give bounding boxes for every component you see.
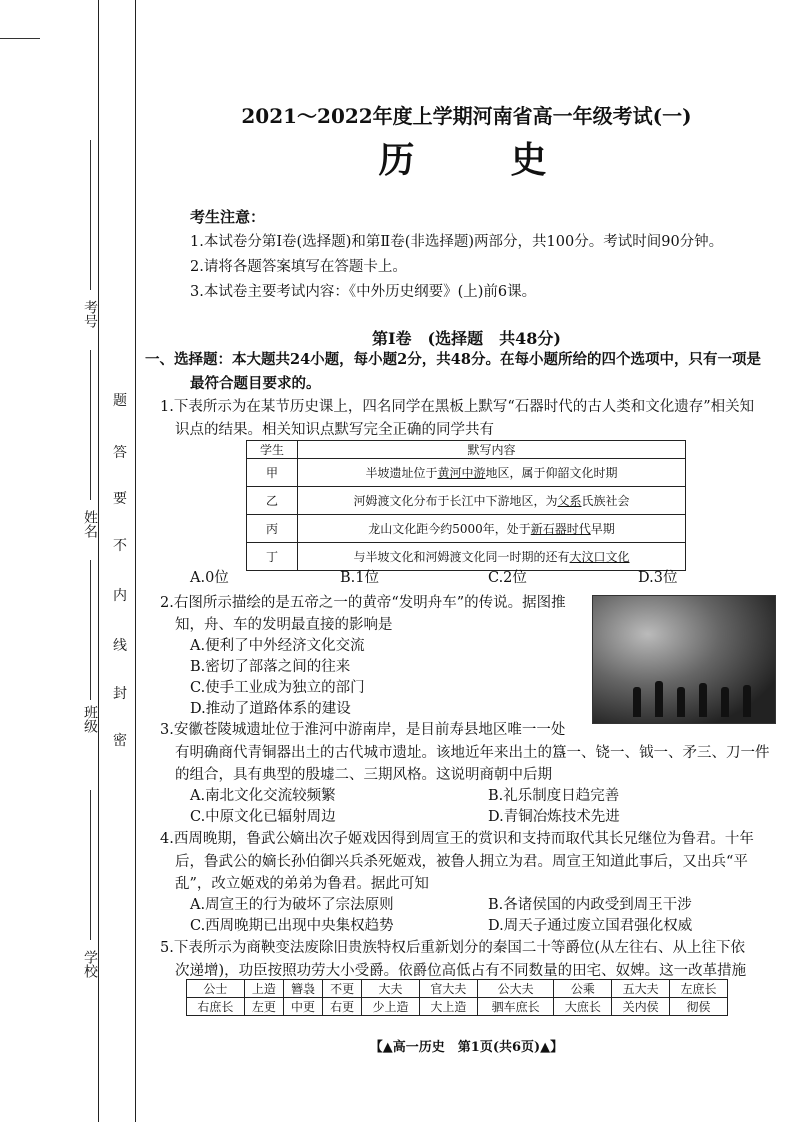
q1-option: C.2位 bbox=[488, 570, 527, 586]
rank-cell: 大上造 bbox=[419, 998, 477, 1016]
q2-mural-image bbox=[592, 595, 776, 724]
exam-title: 2021～2022年度上学期河南省高一年级考试(一) bbox=[241, 104, 692, 128]
q5-stem: 5.下表所示为商鞅变法废除旧贵族特权后重新划分的秦国二十等爵位(从左往右、从上往下依 bbox=[160, 940, 745, 956]
section-title: 第Ⅰ卷 (选择题 共48分) bbox=[372, 329, 561, 348]
rank-cell: 中更 bbox=[283, 998, 322, 1016]
q2-option: D.推动了道路体系的建设 bbox=[190, 701, 351, 717]
q2-option: B.密切了部落之间的往来 bbox=[190, 659, 351, 675]
q4-option: B.各诸侯国的内政受到周王干涉 bbox=[488, 897, 692, 913]
rank-cell: 少上造 bbox=[362, 998, 420, 1016]
q1-stem: 1.下表所示为在某节历史课上，四名同学在黑板上默写“石器时代的古人类和文化遗存”相关知 bbox=[160, 399, 755, 415]
q4-stem: 后，鲁武公的嫡长孙伯御兴兵杀死姬戏，被鲁人拥立为君。周宣王知道此事后，又出兵“平 bbox=[175, 854, 748, 870]
cell-student: 乙 bbox=[247, 487, 298, 515]
binding-line-outer bbox=[98, 0, 99, 1122]
rank-cell: 右庶长 bbox=[187, 998, 245, 1016]
q4-option: A.周宣王的行为破坏了宗法原则 bbox=[190, 897, 394, 913]
q2-stem: 2.右图所示描绘的是五帝之一的黄帝“发明舟车”的传说。据图推 bbox=[160, 595, 566, 611]
q3-option: A.南北文化交流较频繁 bbox=[190, 788, 336, 804]
rank-cell: 大夫 bbox=[362, 980, 420, 998]
rank-cell: 左庶长 bbox=[670, 980, 728, 998]
q1-stem: 识点的结果。相关知识点默写完全正确的同学共有 bbox=[175, 422, 494, 438]
q5-stem: 次递增)，功臣按照功劳大小受爵。依爵位高低占有不同数量的田宅、奴婢。这一改革措施 bbox=[175, 963, 747, 979]
seal-char: 要 bbox=[113, 491, 127, 507]
table-row bbox=[187, 998, 728, 1016]
q3-option: B.礼乐制度日趋完善 bbox=[488, 788, 620, 804]
q4-option: D.周天子通过废立国君强化权威 bbox=[488, 918, 693, 934]
rank-cell: 大庶长 bbox=[554, 998, 612, 1016]
q4-stem: 4.西周晚期，鲁武公嫡出次子姬戏因得到周宣王的赏识和支持而取代其长兄继位为鲁君。十年 bbox=[160, 831, 754, 847]
q2-option: C.使手工业成为独立的部门 bbox=[190, 680, 365, 696]
q4-stem: 乱”，改立姬戏的弟弟为鲁君。据此可知 bbox=[175, 876, 429, 892]
cell-content: 河姆渡文化分布于长江中下游地区，为父系氏族社会 bbox=[298, 487, 686, 515]
rank-cell: 五大夫 bbox=[612, 980, 670, 998]
section-instruction: 一、选择题：本大题共24小题，每小题2分，共48分。在每小题所给的四个选项中，只有一项是 bbox=[145, 351, 761, 368]
rank-cell: 驷车庶长 bbox=[477, 998, 554, 1016]
q3-stem: 3.安徽苍陵城遗址位于淮河中游南岸，是目前寿县地区唯一一处 bbox=[160, 722, 566, 738]
q2-option: A.便利了中外经济文化交流 bbox=[190, 638, 365, 654]
q5-table bbox=[186, 979, 728, 1016]
rank-cell: 彻侯 bbox=[670, 998, 728, 1016]
notice-item: 1.本试卷分第Ⅰ卷(选择题)和第Ⅱ卷(非选择题)两部分，共100分。考试时间90分钟。 bbox=[190, 234, 724, 250]
rank-cell: 左更 bbox=[244, 998, 283, 1016]
binding-line-inner bbox=[135, 0, 136, 1122]
q1-table bbox=[246, 440, 686, 571]
label-xingming: 姓名 bbox=[82, 510, 98, 538]
table-row bbox=[247, 515, 686, 543]
rank-cell: 公大夫 bbox=[477, 980, 554, 998]
rank-cell: 公士 bbox=[187, 980, 245, 998]
notice-heading: 考生注意： bbox=[190, 208, 266, 226]
seal-char: 线 bbox=[113, 638, 127, 654]
table-header: 学生 bbox=[247, 441, 298, 459]
rank-cell: 右更 bbox=[323, 998, 362, 1016]
label-banji: 班级 bbox=[82, 705, 98, 733]
seal-char: 密 bbox=[113, 733, 127, 749]
rank-cell: 簪袅 bbox=[283, 980, 322, 998]
table-row bbox=[187, 980, 728, 998]
seal-char: 答 bbox=[113, 445, 127, 461]
notice-item: 2.请将各题答案填写在答题卡上。 bbox=[190, 259, 407, 275]
blank-line-xuexiao bbox=[90, 790, 91, 940]
label-xuexiao: 学校 bbox=[82, 950, 98, 978]
table-row bbox=[247, 487, 686, 515]
page-footer: 【▲高一历史 第1页(共6页)▲】 bbox=[369, 1040, 564, 1055]
subject-title: 历 史 bbox=[378, 139, 555, 181]
rank-cell: 官大夫 bbox=[419, 980, 477, 998]
cell-student: 甲 bbox=[247, 459, 298, 487]
notice-item: 3.本试卷主要考试内容：《中外历史纲要》(上)前6课。 bbox=[190, 284, 537, 300]
q4-option: C.西周晚期已出现中央集权趋势 bbox=[190, 918, 394, 934]
cell-content: 龙山文化距今约5000年，处于新石器时代早期 bbox=[298, 515, 686, 543]
q3-stem: 有明确商代青铜器出土的古代城市遗址。该地近年来出土的簋一、铙一、钺一、矛三、刀一件 bbox=[175, 745, 770, 761]
q2-stem: 知，舟、车的发明最直接的影响是 bbox=[175, 617, 393, 633]
q1-option: A.0位 bbox=[190, 570, 229, 586]
q3-stem: 的组合，具有典型的殷墟二、三期风格。这说明商朝中后期 bbox=[175, 767, 552, 783]
seal-char: 题 bbox=[113, 393, 127, 409]
q3-option: D.青铜冶炼技术先进 bbox=[488, 809, 620, 825]
cell-content: 半坡遗址位于黄河中游地区，属于仰韶文化时期 bbox=[298, 459, 686, 487]
q1-option: D.3位 bbox=[638, 570, 678, 586]
corner-mark bbox=[0, 38, 40, 39]
table-row bbox=[247, 459, 686, 487]
seal-char: 内 bbox=[113, 588, 127, 604]
q3-option: C.中原文化已辐射周边 bbox=[190, 809, 336, 825]
table-row bbox=[247, 543, 686, 571]
cell-student: 丁 bbox=[247, 543, 298, 571]
rank-cell: 上造 bbox=[244, 980, 283, 998]
cell-content: 与半坡文化和河姆渡文化同一时期的还有大汶口文化 bbox=[298, 543, 686, 571]
q1-option: B.1位 bbox=[340, 570, 379, 586]
seal-char: 封 bbox=[113, 686, 127, 702]
blank-line-xingming bbox=[90, 350, 91, 500]
section-instruction: 最符合题目要求的。 bbox=[190, 375, 321, 392]
rank-cell: 关内侯 bbox=[612, 998, 670, 1016]
cell-student: 丙 bbox=[247, 515, 298, 543]
label-kaohao: 考号 bbox=[82, 300, 98, 328]
blank-line-banji bbox=[90, 560, 91, 700]
seal-char: 不 bbox=[113, 538, 127, 554]
blank-line-kaohao bbox=[90, 140, 91, 290]
rank-cell: 不更 bbox=[323, 980, 362, 998]
rank-cell: 公乘 bbox=[554, 980, 612, 998]
table-header: 默写内容 bbox=[298, 441, 686, 459]
